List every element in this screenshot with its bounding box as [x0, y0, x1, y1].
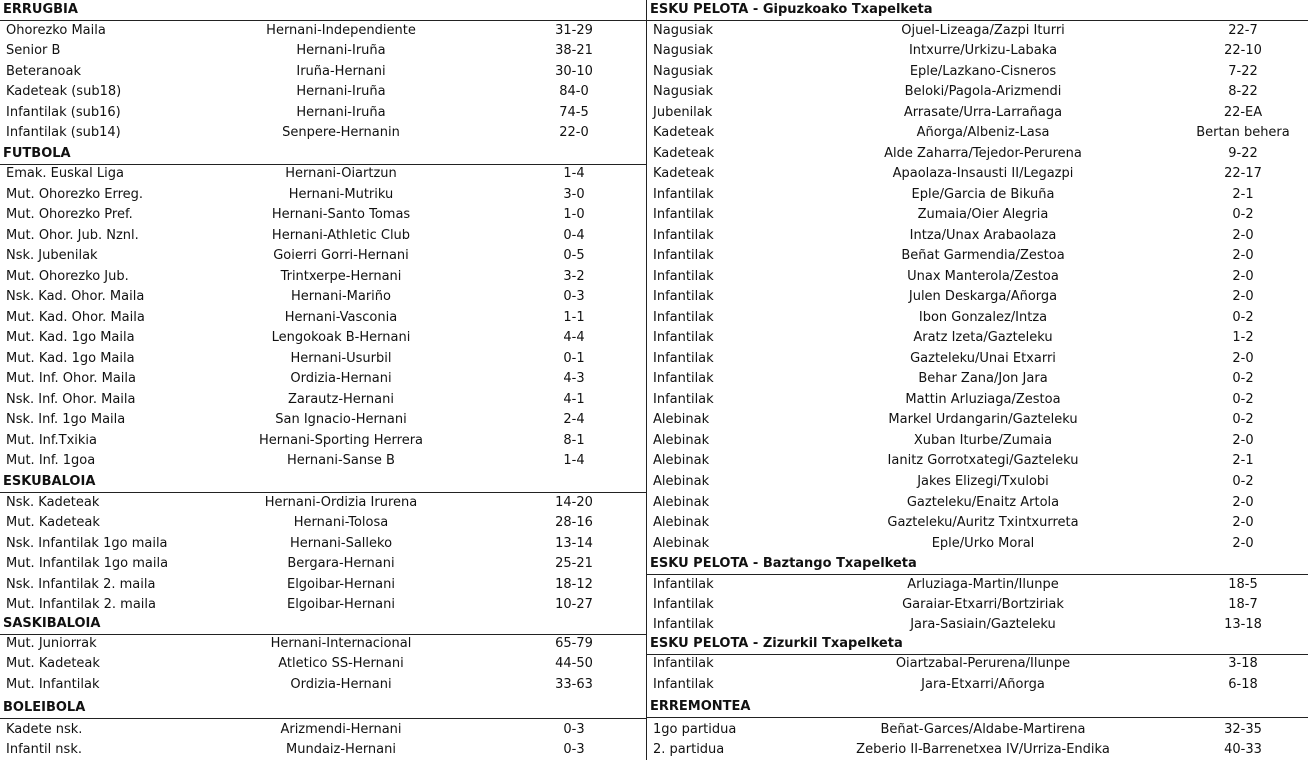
score-cell: 18-12 — [555, 577, 593, 592]
result-row — [653, 185, 1308, 205]
score-cell: 25-21 — [555, 556, 593, 571]
section-title: ERRUGBIA — [3, 2, 78, 17]
category-cell: Infantil nsk. — [6, 742, 82, 757]
match-cell: Hernani-Athletic Club — [271, 228, 411, 243]
result-row — [6, 21, 646, 41]
score-cell: 0-2 — [1232, 207, 1254, 222]
match-cell: Hernani-Usurbil — [290, 351, 392, 366]
section-title: ESKUBALOIA — [3, 474, 96, 489]
score-cell: 13-14 — [555, 536, 593, 551]
score-cell: Bertan behera — [1196, 125, 1290, 140]
score-cell: 2-1 — [1232, 453, 1254, 468]
result-row — [653, 410, 1308, 430]
match-cell: Bergara-Hernani — [287, 556, 395, 571]
result-row — [653, 720, 1308, 740]
score-cell: 31-29 — [555, 23, 593, 38]
match-cell: Jakes Elizegi/Txulobi — [917, 474, 1049, 489]
result-row — [6, 493, 646, 513]
match-cell: Eple/Garcia de Bikuña — [911, 187, 1055, 202]
result-row — [6, 740, 646, 760]
category-cell: Alebinak — [653, 536, 710, 551]
category-cell: Alebinak — [653, 453, 710, 468]
score-cell: 0-4 — [563, 228, 585, 243]
section-title: SASKIBALOIA — [3, 616, 101, 631]
section-title: ESKU PELOTA - Baztango Txapelketa — [650, 556, 917, 571]
result-row — [653, 103, 1308, 123]
match-cell: Arrasate/Urra-Larrañaga — [903, 105, 1063, 120]
match-cell: Markel Urdangarin/Gazteleku — [888, 412, 1078, 427]
score-cell: 4-4 — [563, 330, 585, 345]
category-cell: Infantilak — [653, 228, 714, 243]
result-row — [653, 451, 1308, 471]
score-cell: 4-3 — [563, 371, 585, 386]
match-cell: Zumaia/Oier Alegria — [917, 207, 1049, 222]
category-cell: Infantilak — [653, 617, 714, 632]
match-cell: Eple/Urko Moral — [931, 536, 1035, 551]
score-cell: 1-4 — [563, 166, 585, 181]
score-cell: 4-1 — [563, 392, 585, 407]
match-cell: Hernani-Oiartzun — [285, 166, 397, 181]
result-row — [6, 369, 646, 389]
category-cell: Infantilak — [653, 269, 714, 284]
match-cell: Hernani-Vasconia — [284, 310, 398, 325]
category-cell: Alebinak — [653, 515, 710, 530]
match-cell: Hernani-Iruña — [296, 43, 386, 58]
category-cell: Nagusiak — [653, 64, 714, 79]
score-cell: 2-0 — [1232, 515, 1254, 530]
result-row — [6, 185, 646, 205]
category-cell: Alebinak — [653, 412, 710, 427]
category-cell: Senior B — [6, 43, 61, 58]
result-row — [653, 534, 1308, 554]
match-cell: Hernani-Ordizia Irurena — [264, 495, 418, 510]
category-cell: Infantilak — [653, 656, 714, 671]
category-cell: Infantilak — [653, 310, 714, 325]
score-cell: 0-2 — [1232, 371, 1254, 386]
result-row — [653, 349, 1308, 369]
match-cell: Trintxerpe-Hernani — [280, 269, 402, 284]
result-row — [6, 328, 646, 348]
result-row — [6, 595, 646, 615]
section-title: ERREMONTEA — [650, 699, 751, 714]
result-row — [653, 267, 1308, 287]
result-row — [6, 123, 646, 143]
match-cell: Gazteleku/Enaitz Artola — [906, 495, 1060, 510]
category-cell: Mut. Ohorezko Jub. — [6, 269, 129, 284]
result-row — [653, 493, 1308, 513]
score-cell: 1-4 — [563, 453, 585, 468]
result-row — [6, 349, 646, 369]
result-row — [653, 21, 1308, 41]
score-cell: 6-18 — [1228, 677, 1258, 692]
score-cell: 0-2 — [1232, 392, 1254, 407]
category-cell: Nsk. Kadeteak — [6, 495, 100, 510]
result-row — [653, 675, 1308, 695]
score-cell: 33-63 — [555, 677, 593, 692]
category-cell: Mut. Ohorezko Pref. — [6, 207, 133, 222]
score-cell: 2-0 — [1232, 248, 1254, 263]
score-cell: 44-50 — [555, 656, 593, 671]
score-cell: 30-10 — [555, 64, 593, 79]
category-cell: Mut. Juniorrak — [6, 636, 97, 651]
score-cell: 0-3 — [563, 722, 585, 737]
match-cell: Hernani-Mutriku — [288, 187, 394, 202]
score-cell: 18-7 — [1228, 597, 1258, 612]
category-cell: Mut. Kad. Ohor. Maila — [6, 310, 145, 325]
result-row — [653, 615, 1308, 635]
score-cell: 0-3 — [563, 742, 585, 757]
match-cell: Arizmendi-Hernani — [280, 722, 402, 737]
category-cell: Alebinak — [653, 433, 710, 448]
match-cell: Hernani-Sanse B — [287, 453, 395, 468]
section-title: ESKU PELOTA - Zizurkil Txapelketa — [650, 636, 903, 651]
category-cell: Nagusiak — [653, 23, 714, 38]
score-cell: 84-0 — [559, 84, 589, 99]
category-cell: Mut. Inf. Ohor. Maila — [6, 371, 136, 386]
result-row — [653, 390, 1308, 410]
result-row — [6, 554, 646, 574]
match-cell: Xuban Iturbe/Zumaia — [913, 433, 1053, 448]
score-cell: 74-5 — [559, 105, 589, 120]
category-cell: Infantilak — [653, 597, 714, 612]
result-row — [653, 62, 1308, 82]
category-cell: Kadete nsk. — [6, 722, 83, 737]
match-cell: Intza/Unax Arabaolaza — [909, 228, 1057, 243]
score-cell: 0-2 — [1232, 310, 1254, 325]
match-cell: Beñat Garmendia/Zestoa — [901, 248, 1065, 263]
category-cell: Infantilak — [653, 392, 714, 407]
score-cell: 18-5 — [1228, 577, 1258, 592]
score-cell: 0-2 — [1232, 474, 1254, 489]
score-cell: 13-18 — [1224, 617, 1262, 632]
result-row — [653, 431, 1308, 451]
result-row — [6, 675, 646, 695]
match-cell: Goierri Gorri-Hernani — [273, 248, 409, 263]
match-cell: San Ignacio-Hernani — [275, 412, 407, 427]
category-cell: Kadeteak — [653, 125, 715, 140]
match-cell: Lengokoak B-Hernani — [271, 330, 411, 345]
category-cell: Mut. Inf.Txikia — [6, 433, 98, 448]
result-row — [653, 308, 1308, 328]
match-cell: Ibon Gonzalez/Intza — [918, 310, 1048, 325]
result-row — [653, 246, 1308, 266]
score-cell: 3-18 — [1228, 656, 1258, 671]
result-row — [653, 226, 1308, 246]
match-cell: Hernani-Iruña — [296, 84, 386, 99]
match-cell: Mundaiz-Hernani — [286, 742, 396, 757]
result-row — [6, 226, 646, 246]
result-row — [6, 720, 646, 740]
category-cell: Mut. Ohor. Jub. Nznl. — [6, 228, 139, 243]
category-cell: Mut. Infantilak — [6, 677, 100, 692]
match-cell: Hernani-Iruña — [296, 105, 386, 120]
match-cell: Ianitz Gorrotxategi/Gazteleku — [887, 453, 1079, 468]
result-row — [653, 654, 1308, 674]
match-cell: Añorga/Albeniz-Lasa — [916, 125, 1050, 140]
result-row — [6, 513, 646, 533]
category-cell: Mut. Infantilak 2. maila — [6, 597, 156, 612]
score-cell: 0-3 — [563, 289, 585, 304]
category-cell: Nsk. Infantilak 2. maila — [6, 577, 156, 592]
score-cell: 2-0 — [1232, 351, 1254, 366]
category-cell: Mut. Kad. 1go Maila — [6, 351, 135, 366]
score-cell: 1-2 — [1232, 330, 1254, 345]
result-row — [6, 267, 646, 287]
match-cell: Jara-Etxarri/Añorga — [921, 677, 1045, 692]
score-cell: 2-0 — [1232, 495, 1254, 510]
result-row — [653, 740, 1308, 760]
category-cell: Nsk. Inf. Ohor. Maila — [6, 392, 136, 407]
score-cell: 2-0 — [1232, 269, 1254, 284]
match-cell: Beloki/Pagola-Arizmendi — [904, 84, 1062, 99]
match-cell: Zarautz-Hernani — [288, 392, 394, 407]
score-cell: 1-1 — [563, 310, 585, 325]
category-cell: Nsk. Jubenilak — [6, 248, 98, 263]
score-cell: 2-1 — [1232, 187, 1254, 202]
result-row — [653, 472, 1308, 492]
match-cell: Jara-Sasiain/Gazteleku — [910, 617, 1056, 632]
category-cell: Nagusiak — [653, 84, 714, 99]
score-cell: 2-0 — [1232, 536, 1254, 551]
match-cell: Hernani-Independiente — [266, 23, 416, 38]
result-row — [653, 287, 1308, 307]
category-cell: Infantilak — [653, 248, 714, 263]
score-cell: 22-17 — [1224, 166, 1262, 181]
section-underline — [0, 718, 646, 719]
category-cell: Mut. Ohorezko Erreg. — [6, 187, 144, 202]
result-row — [653, 513, 1308, 533]
category-cell: Alebinak — [653, 474, 710, 489]
match-cell: Ordizia-Hernani — [290, 677, 392, 692]
score-cell: 8-22 — [1228, 84, 1258, 99]
result-row — [6, 390, 646, 410]
score-cell: 3-0 — [563, 187, 585, 202]
match-cell: Hernani-Tolosa — [293, 515, 389, 530]
category-cell: Kadeteak — [653, 146, 715, 161]
category-cell: Nsk. Inf. 1go Maila — [6, 412, 126, 427]
section-title: ESKU PELOTA - Gipuzkoako Txapelketa — [650, 2, 933, 17]
result-row — [6, 534, 646, 554]
score-cell: 0-2 — [1232, 412, 1254, 427]
score-cell: 14-20 — [555, 495, 593, 510]
result-row — [6, 62, 646, 82]
match-cell: Behar Zana/Jon Jara — [918, 371, 1048, 386]
result-row — [6, 634, 646, 654]
match-cell: Senpere-Hernanin — [282, 125, 400, 140]
score-cell: 2-0 — [1232, 289, 1254, 304]
match-cell: Hernani-Sporting Herrera — [258, 433, 424, 448]
category-cell: Mut. Infantilak 1go maila — [6, 556, 169, 571]
match-cell: Mattin Arluziaga/Zestoa — [905, 392, 1061, 407]
match-cell: Beñat-Garces/Aldabe-Martirena — [880, 722, 1086, 737]
match-cell: Unax Manterola/Zestoa — [907, 269, 1059, 284]
score-cell: 65-79 — [555, 636, 593, 651]
match-cell: Julen Deskarga/Añorga — [908, 289, 1058, 304]
match-cell: Aratz Izeta/Gazteleku — [913, 330, 1053, 345]
category-cell: Infantilak — [653, 330, 714, 345]
score-cell: 38-21 — [555, 43, 593, 58]
match-cell: Elgoibar-Hernani — [286, 597, 395, 612]
result-row — [6, 41, 646, 61]
match-cell: Iruña-Hernani — [296, 64, 386, 79]
category-cell: Emak. Euskal Liga — [6, 166, 124, 181]
result-row — [653, 328, 1308, 348]
category-cell: Mut. Kad. 1go Maila — [6, 330, 135, 345]
score-cell: 22-EA — [1223, 105, 1263, 120]
result-row — [6, 654, 646, 674]
result-row — [653, 164, 1308, 184]
match-cell: Zeberio II-Barrenetxea IV/Urriza-Endika — [856, 742, 1110, 757]
result-row — [6, 410, 646, 430]
result-row — [653, 205, 1308, 225]
match-cell: Gazteleku/Auritz Txintxurreta — [887, 515, 1079, 530]
section-underline — [647, 717, 1308, 718]
category-cell: Infantilak — [653, 677, 714, 692]
score-cell: 22-10 — [1224, 43, 1262, 58]
score-cell: 0-5 — [563, 248, 585, 263]
category-cell: Kadeteak — [653, 166, 715, 181]
result-row — [6, 205, 646, 225]
result-row — [6, 575, 646, 595]
category-cell: Ohorezko Maila — [6, 23, 106, 38]
result-row — [6, 246, 646, 266]
score-cell: 22-7 — [1228, 23, 1258, 38]
match-cell: Oiartzabal-Perurena/Ilunpe — [895, 656, 1071, 671]
score-cell: 2-0 — [1232, 228, 1254, 243]
category-cell: Infantilak — [653, 207, 714, 222]
section-title: BOLEIBOLA — [3, 700, 86, 715]
category-cell: Kadeteak (sub18) — [6, 84, 122, 99]
match-cell: Hernani-Salleko — [289, 536, 393, 551]
result-row — [6, 164, 646, 184]
score-cell: 8-1 — [563, 433, 585, 448]
match-cell: Ordizia-Hernani — [290, 371, 392, 386]
match-cell: Hernani-Santo Tomas — [271, 207, 411, 222]
category-cell: Jubenilak — [653, 105, 713, 120]
result-row — [6, 287, 646, 307]
match-cell: Alde Zaharra/Tejedor-Perurena — [884, 146, 1082, 161]
category-cell: Infantilak — [653, 371, 714, 386]
match-cell: Hernani-Mariño — [291, 289, 391, 304]
match-cell: Atletico SS-Hernani — [278, 656, 404, 671]
category-cell: 1go partidua — [653, 722, 737, 737]
match-cell: Elgoibar-Hernani — [286, 577, 395, 592]
score-cell: 22-0 — [559, 125, 589, 140]
score-cell: 10-27 — [555, 597, 593, 612]
result-row — [653, 595, 1308, 615]
result-row — [653, 41, 1308, 61]
category-cell: Infantilak — [653, 289, 714, 304]
category-cell: Mut. Kadeteak — [6, 515, 100, 530]
score-cell: 28-16 — [555, 515, 593, 530]
category-cell: Beteranoak — [6, 64, 82, 79]
category-cell: Infantilak (sub16) — [6, 105, 121, 120]
score-cell: 3-2 — [563, 269, 585, 284]
result-row — [6, 82, 646, 102]
category-cell: Nsk. Kad. Ohor. Maila — [6, 289, 145, 304]
category-cell: Mut. Inf. 1goa — [6, 453, 96, 468]
match-cell: Apaolaza-Insausti II/Legazpi — [892, 166, 1074, 181]
category-cell: Nagusiak — [653, 43, 714, 58]
category-cell: Infantilak — [653, 577, 714, 592]
match-cell: Garaiar-Etxarri/Bortziriak — [902, 597, 1064, 612]
match-cell: Arluziaga-Martin/Ilunpe — [907, 577, 1059, 592]
category-cell: Infantilak — [653, 187, 714, 202]
score-cell: 1-0 — [563, 207, 585, 222]
result-row — [6, 308, 646, 328]
category-cell: Infantilak (sub14) — [6, 125, 121, 140]
score-cell: 2-0 — [1232, 433, 1254, 448]
match-cell: Eple/Lazkano-Cisneros — [909, 64, 1057, 79]
score-cell: 0-1 — [563, 351, 585, 366]
column-divider — [646, 0, 647, 760]
result-row — [653, 575, 1308, 595]
section-title: FUTBOLA — [3, 146, 71, 161]
result-row — [6, 103, 646, 123]
category-cell: Alebinak — [653, 495, 710, 510]
score-cell: 40-33 — [1224, 742, 1262, 757]
match-cell: Hernani-Internacional — [270, 636, 412, 651]
result-row — [653, 369, 1308, 389]
score-cell: 32-35 — [1224, 722, 1262, 737]
result-row — [653, 123, 1308, 143]
match-cell: Intxurre/Urkizu-Labaka — [908, 43, 1058, 58]
category-cell: Infantilak — [653, 351, 714, 366]
match-cell: Gazteleku/Unai Etxarri — [910, 351, 1056, 366]
score-cell: 7-22 — [1228, 64, 1258, 79]
result-row — [6, 431, 646, 451]
score-cell: 2-4 — [563, 412, 585, 427]
result-row — [653, 82, 1308, 102]
category-cell: Nsk. Infantilak 1go maila — [6, 536, 168, 551]
result-row — [6, 451, 646, 471]
category-cell: 2. partidua — [653, 742, 725, 757]
score-cell: 9-22 — [1228, 146, 1258, 161]
result-row — [653, 144, 1308, 164]
match-cell: Ojuel-Lizeaga/Zazpi Iturri — [901, 23, 1065, 38]
category-cell: Mut. Kadeteak — [6, 656, 100, 671]
